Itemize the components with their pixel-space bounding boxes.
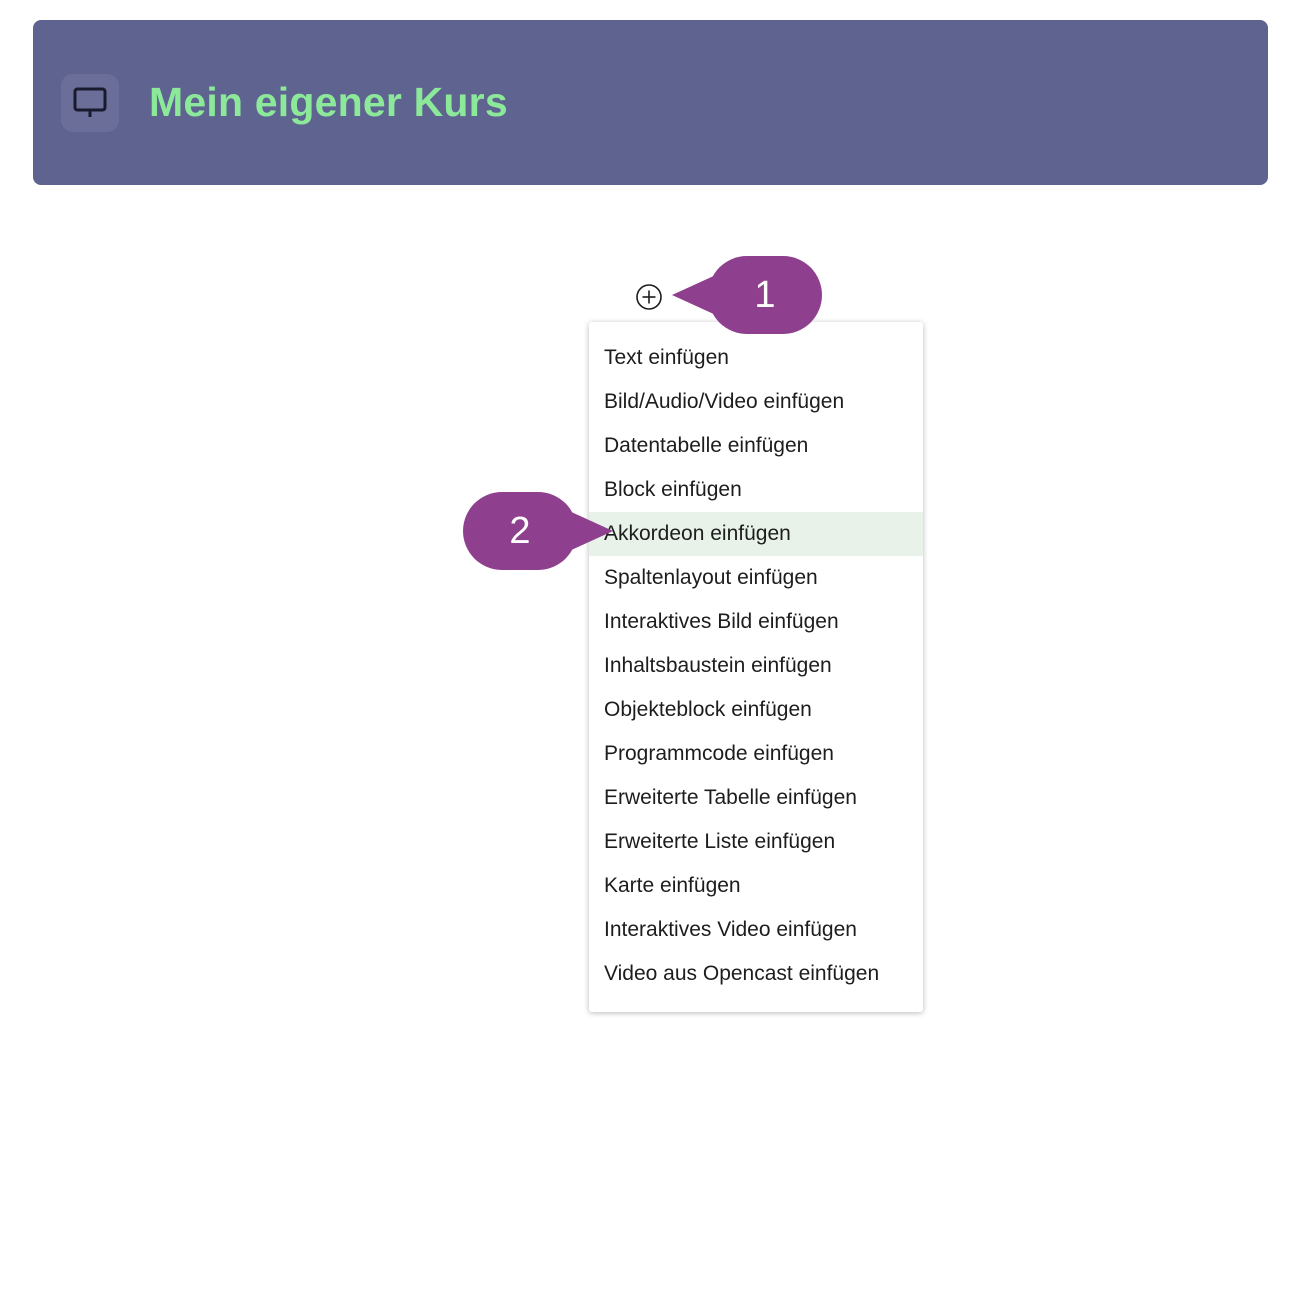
- menu-item-inhaltsbaustein-einfuegen[interactable]: Inhaltsbaustein einfügen: [604, 654, 832, 677]
- plus-circle-icon: [635, 283, 663, 311]
- menu-item-text-einfuegen[interactable]: Text einfügen: [604, 346, 729, 369]
- menu-item-bild-audio-video-einfuegen[interactable]: Bild/Audio/Video einfügen: [604, 390, 845, 413]
- add-content-button[interactable]: [635, 283, 663, 311]
- menu-item-erweiterte-liste-einfuegen[interactable]: Erweiterte Liste einfügen: [604, 830, 836, 853]
- menu-item-video-aus-opencast-einfuegen[interactable]: Video aus Opencast einfügen: [604, 962, 880, 985]
- menu-item-karte-einfuegen[interactable]: Karte einfügen: [604, 874, 741, 897]
- menu-item-objekteblock-einfuegen[interactable]: Objekteblock einfügen: [604, 698, 812, 721]
- menu-item-interaktives-bild-einfuegen[interactable]: Interaktives Bild einfügen: [604, 610, 839, 633]
- page-title: Mein eigener Kurs: [149, 79, 508, 125]
- menu-item-akkordeon-einfuegen[interactable]: Akkordeon einfügen: [589, 512, 923, 556]
- menu-item-block-einfuegen[interactable]: Block einfügen: [604, 478, 742, 501]
- course-header: [33, 20, 1268, 185]
- presentation-screen-icon: [61, 74, 119, 132]
- insert-content-menu[interactable]: [589, 322, 923, 1012]
- callout-step-2-number: 2: [463, 492, 577, 570]
- menu-item-interaktives-video-einfuegen[interactable]: Interaktives Video einfügen: [604, 918, 857, 941]
- menu-item-spaltenlayout-einfuegen[interactable]: Spaltenlayout einfügen: [604, 566, 818, 589]
- callout-step-2: [463, 492, 613, 570]
- menu-item-datentabelle-einfuegen[interactable]: Datentabelle einfügen: [604, 434, 809, 457]
- callout-step-1-number: 1: [708, 256, 822, 334]
- menu-item-programmcode-einfuegen[interactable]: Programmcode einfügen: [604, 742, 834, 765]
- menu-item-erweiterte-tabelle-einfuegen[interactable]: Erweiterte Tabelle einfügen: [604, 786, 857, 809]
- callout-step-1: [672, 256, 822, 334]
